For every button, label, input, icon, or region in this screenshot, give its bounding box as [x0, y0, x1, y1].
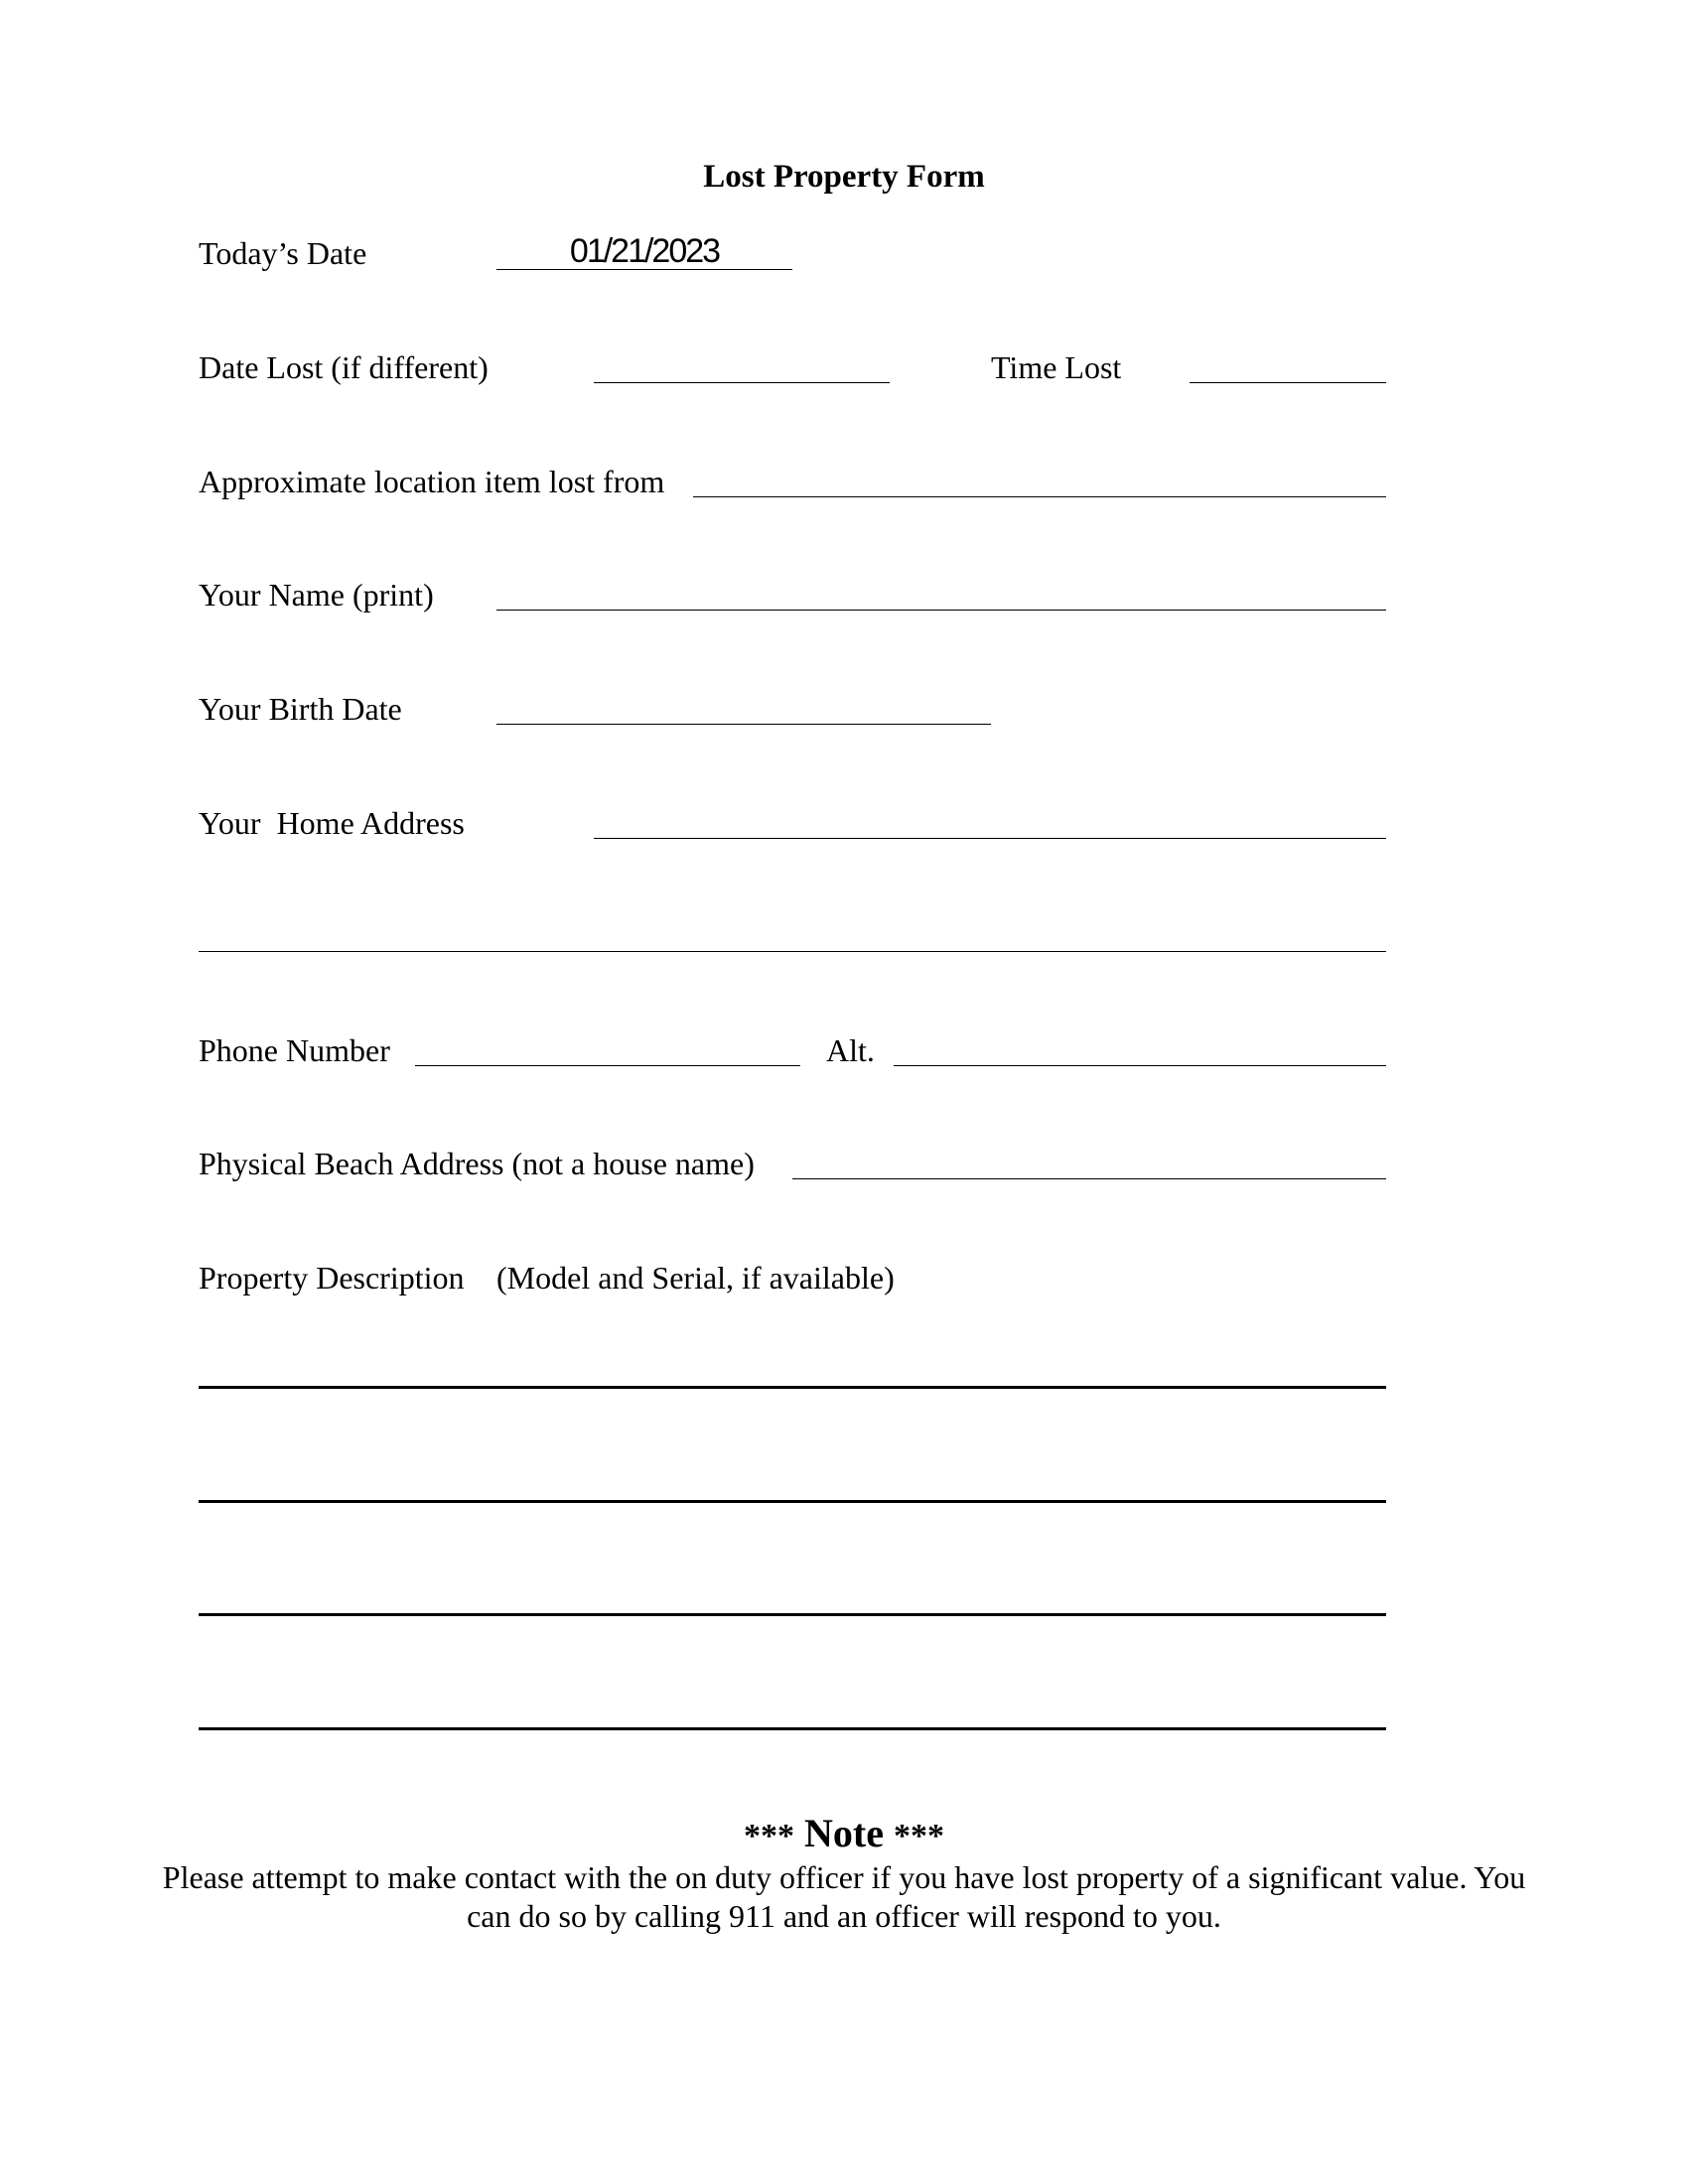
note-text: Please attempt to make contact with the on duty officer if you have lost property of a significant value. You can do so by calling 911 and an officer will respond to you.	[162, 1859, 1526, 1934]
birth-date-field[interactable]	[496, 724, 991, 725]
property-description-line-3[interactable]	[199, 1613, 1386, 1616]
note-heading	[0, 1811, 1688, 1859]
property-description-line-2[interactable]	[199, 1500, 1386, 1503]
home-address-field-line-2[interactable]	[199, 951, 1386, 952]
name-label: Your Name (print)	[199, 577, 434, 613]
phone-field[interactable]	[415, 1065, 800, 1066]
todays-date-label: Today’s Date	[199, 235, 367, 271]
property-description-line-1[interactable]	[199, 1386, 1386, 1389]
page-title: Lost Property Form	[703, 159, 985, 195]
todays-date-value: 01/21/2023	[569, 232, 720, 270]
property-description-line-4[interactable]	[199, 1727, 1386, 1730]
property-description-hint: (Model and Serial, if available)	[496, 1260, 895, 1296]
time-lost-field[interactable]	[1190, 382, 1386, 383]
note-stars-left: ***	[744, 1818, 795, 1854]
home-address-field[interactable]	[594, 838, 1386, 839]
location-field[interactable]	[693, 496, 1386, 497]
beach-address-field[interactable]	[792, 1178, 1386, 1179]
time-lost-label: Time Lost	[991, 349, 1122, 385]
name-field[interactable]	[496, 610, 1386, 611]
birth-date-label: Your Birth Date	[199, 691, 402, 727]
note-stars-right: ***	[893, 1818, 944, 1854]
alt-phone-field[interactable]	[894, 1065, 1386, 1066]
phone-label: Phone Number	[199, 1032, 390, 1068]
beach-address-label: Physical Beach Address (not a house name)	[199, 1146, 755, 1181]
property-description-label: Property Description	[199, 1260, 465, 1296]
home-address-label: Your Home Address	[199, 805, 465, 841]
date-lost-label: Date Lost (if different)	[199, 349, 489, 385]
location-label: Approximate location item lost from	[199, 464, 665, 499]
date-lost-field[interactable]	[594, 382, 890, 383]
note-heading-text: Note	[804, 1811, 884, 1855]
alt-phone-label: Alt.	[826, 1032, 875, 1068]
